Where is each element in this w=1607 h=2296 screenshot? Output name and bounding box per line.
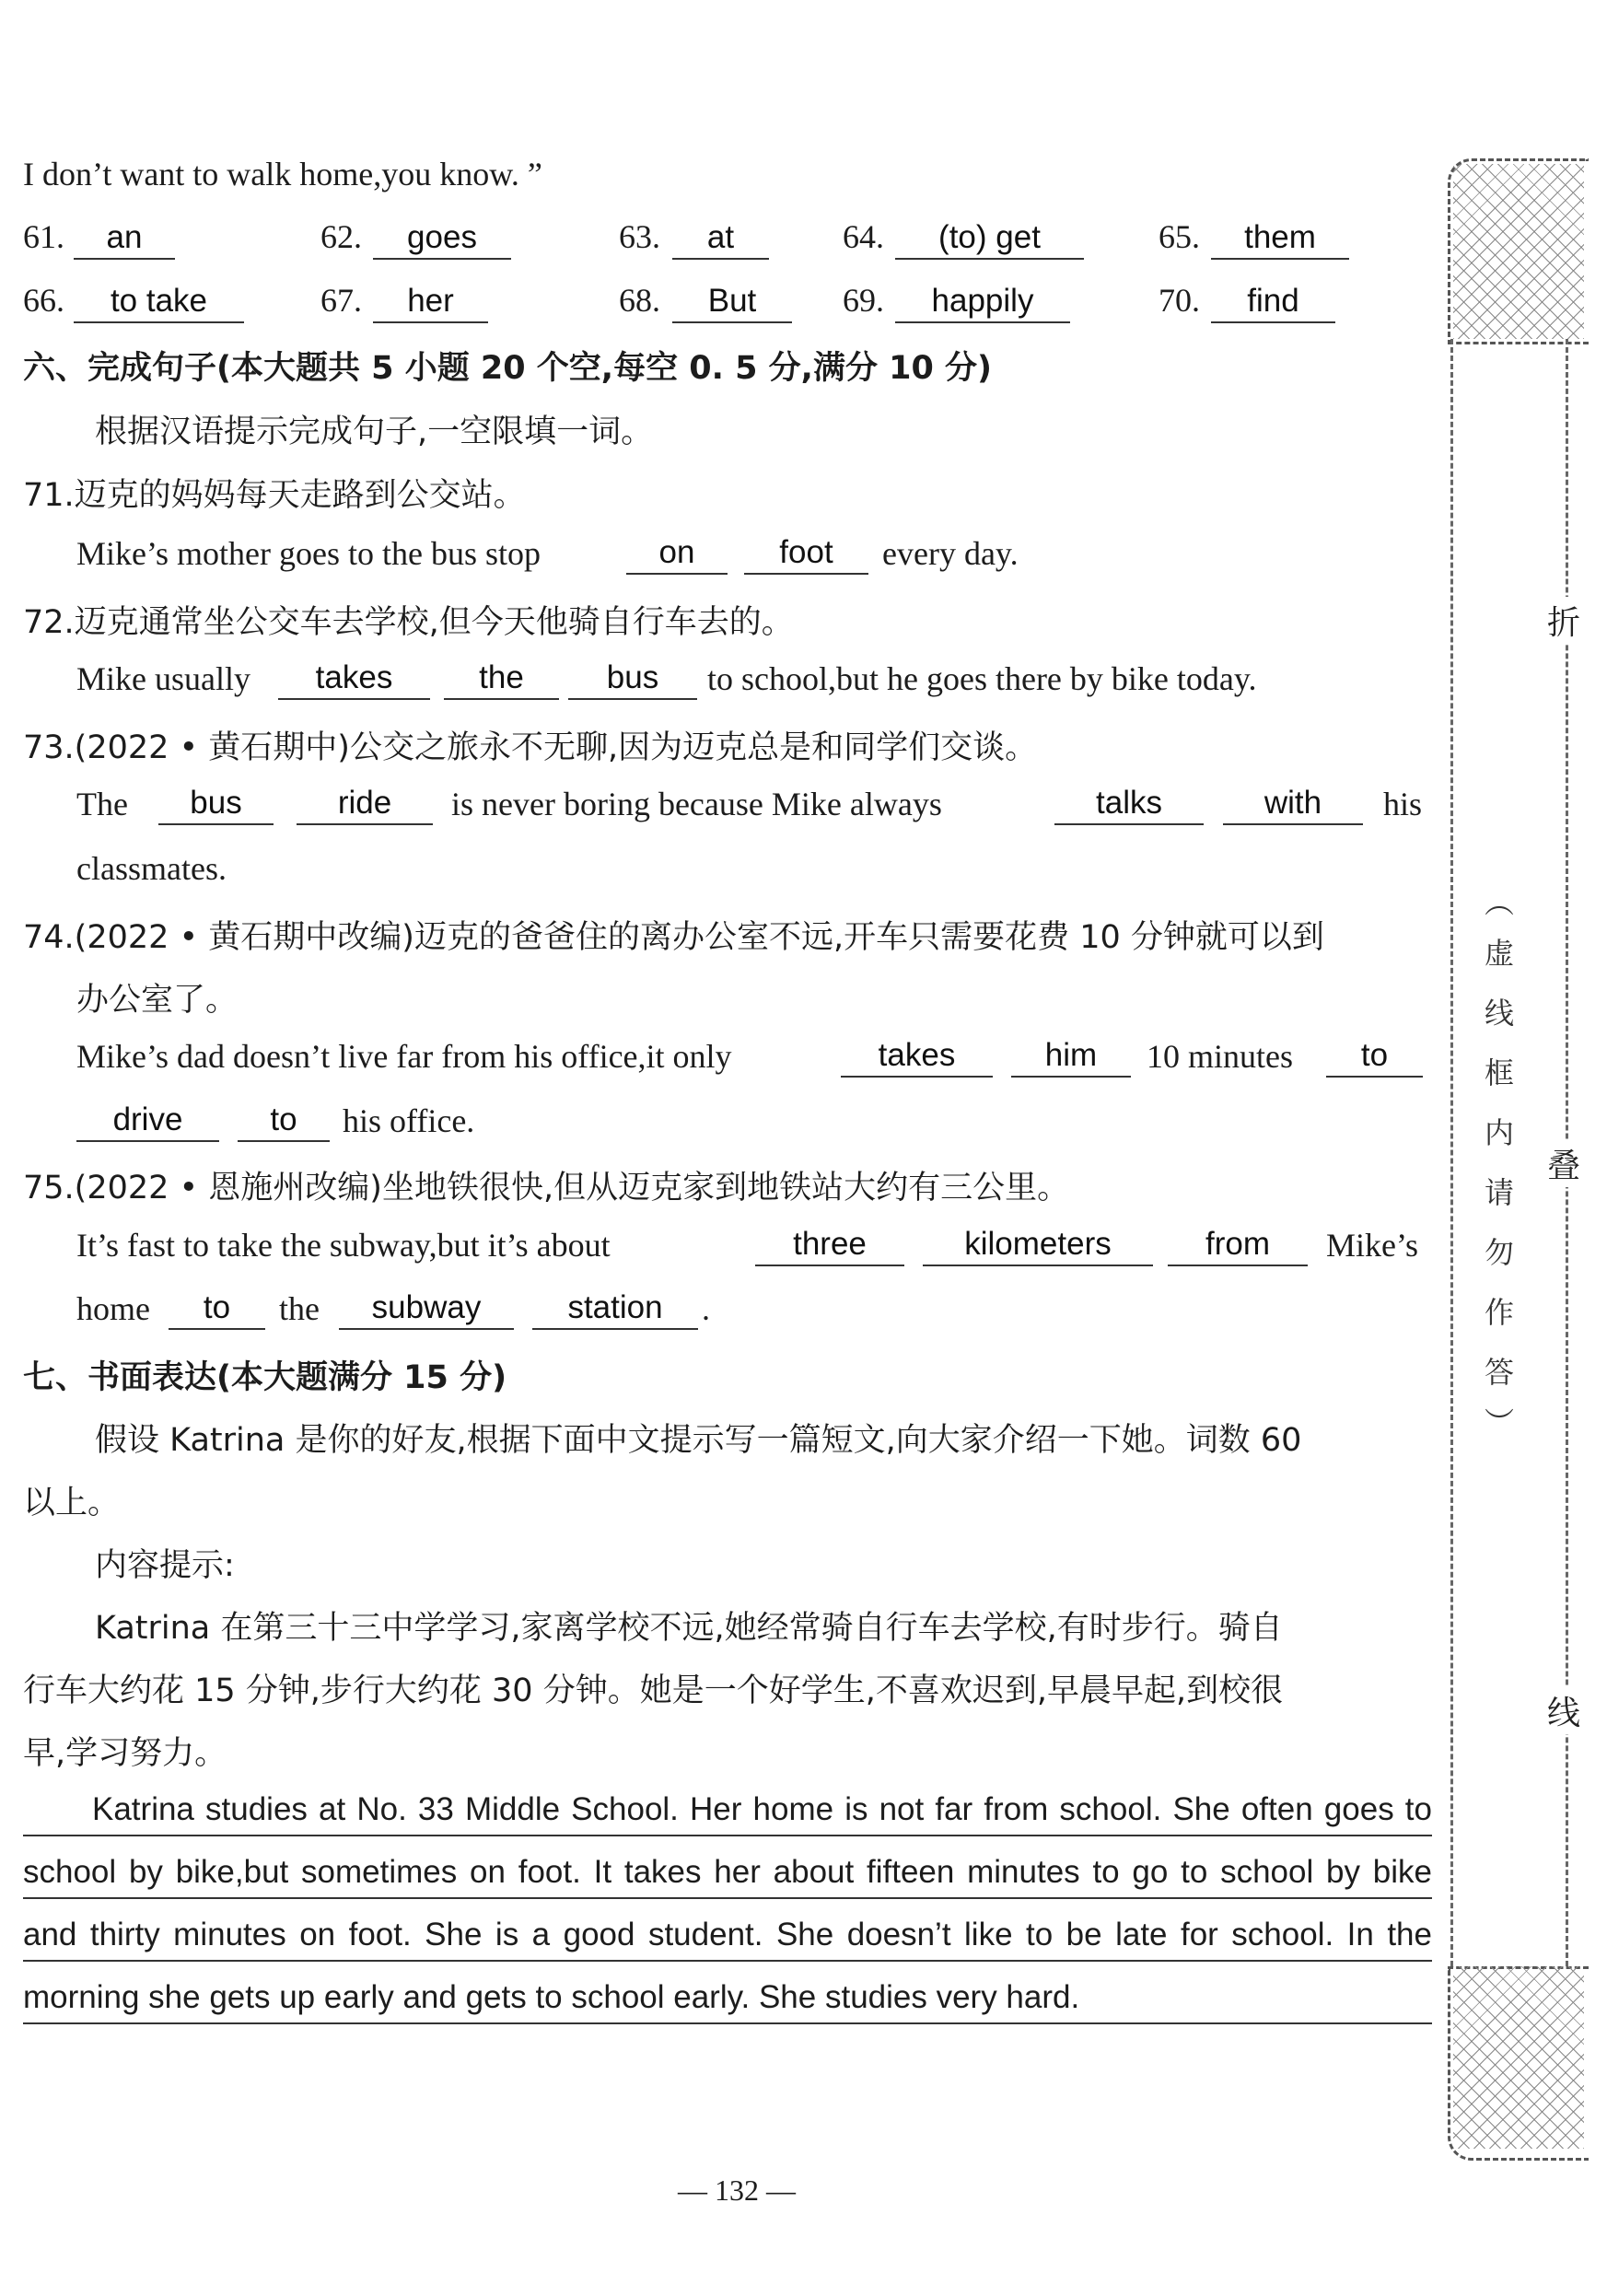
q74-text-end: his office. (343, 1102, 475, 1139)
fold-char-2: 叠 (1547, 1140, 1580, 1187)
q71-text-end: every day. (882, 535, 1019, 572)
q72-blank-1: takes (278, 658, 430, 700)
q73-chinese: 73.(2022 • 黄石期中)公交之旅永不无聊,因为迈克总是和同学们交谈。 (23, 729, 1038, 766)
question-number: 65. (1159, 218, 1200, 255)
q71-text: Mike’s mother goes to the bus stop (76, 535, 541, 572)
hint-line-2: 行车大约花 15 分钟,步行大约花 30 分钟。她是一个好学生,不喜欢迟到,早晨早起,到校很 (23, 1672, 1284, 1709)
q75-blank-2: kilometers (923, 1224, 1153, 1266)
section-6-instruction: 根据汉语提示完成句子,一空限填一词。 (95, 414, 654, 450)
answer-blank: her (373, 281, 488, 323)
q74-blank-2: him (1011, 1035, 1131, 1078)
q75-blank-3: from (1168, 1224, 1308, 1266)
question-number: 62. (320, 218, 362, 255)
q75-blank-6: station (532, 1288, 698, 1330)
answer-blank: (to) get (895, 217, 1084, 260)
q73-blank-4: with (1223, 783, 1363, 825)
q73-text-end: his (1383, 786, 1423, 822)
question-number: 64. (843, 218, 884, 255)
question-number: 63. (619, 218, 660, 255)
composition-line: and thirty minutes on foot. She is a good student. She doesn’t like to be late for school. In the (23, 1910, 1432, 1962)
q75-text-line2: home (76, 1290, 150, 1327)
section-6-heading: 六、完成句子(本大题共 5 小题 20 个空,每空 0. 5 分,满分 10 分) (23, 350, 993, 387)
composition-line: morning she gets up early and gets to school early. She studies very hard. (23, 1973, 1432, 2024)
question-number: 68. (619, 282, 660, 319)
margin-top-hatch (1453, 164, 1584, 339)
q72-chinese: 72.迈克通常坐公交车去学校,但今天他骑自行车去的。 (23, 604, 794, 641)
q72-blank-2: the (444, 658, 559, 700)
q72-blank-3: bus (568, 658, 697, 700)
q74-text-mid: 10 minutes (1147, 1038, 1293, 1075)
section-7-prompt: 假设 Katrina 是你的好友,根据下面中文提示写一篇短文,向大家介绍一下她。词数 60 (95, 1422, 1302, 1459)
q75-chinese: 75.(2022 • 恩施州改编)坐地铁很快,但从迈克家到地铁站大约有三公里。 (23, 1170, 1070, 1206)
q71-blank-1: on (626, 532, 728, 575)
q73-text: The (76, 786, 128, 822)
question-number: 61. (23, 218, 64, 255)
q73-blank-2: ride (297, 783, 433, 825)
answer-blank: goes (373, 217, 511, 260)
q74-blank-1: takes (841, 1035, 993, 1078)
q75-blank-4: to (169, 1288, 265, 1330)
answer-blank: at (672, 217, 769, 260)
question-number: 70. (1159, 282, 1200, 319)
hint-line-1: Katrina 在第三十三中学学习,家离学校不远,她经常骑自行车去学校,有时步行。骑自 (95, 1610, 1283, 1647)
q75-blank-5: subway (339, 1288, 514, 1330)
answer-blank: them (1211, 217, 1349, 260)
composition-line: school by bike,but sometimes on foot. It takes her about fifteen minutes to go to school by bike (23, 1847, 1432, 1899)
question-number: 66. (23, 282, 64, 319)
q75-text-line2-mid: the (279, 1290, 320, 1327)
box-left-line (1450, 339, 1453, 1966)
section-7-heading: 七、书面表达(本大题满分 15 分) (23, 1359, 507, 1396)
hint-line-3: 早,学习努力。 (23, 1735, 227, 1772)
q74-chinese-line2: 办公室了。 (76, 982, 239, 1019)
q73-text-line2: classmates. (76, 850, 227, 887)
q75-text: It’s fast to take the subway,but it’s about (76, 1227, 611, 1264)
q75-blank-1: three (755, 1224, 904, 1266)
margin-bottom-hatch (1453, 1966, 1584, 2149)
hint-label: 内容提示: (95, 1547, 235, 1584)
answer-blank: But (672, 281, 792, 323)
page-number: — 132 — (678, 2174, 796, 2207)
q71-chinese: 71.迈克的妈妈每天走路到公交站。 (23, 477, 526, 514)
fold-char-1: 折 (1547, 597, 1580, 644)
q74-blank-3: to (1326, 1035, 1423, 1078)
fold-char-3: 线 (1547, 1687, 1580, 1734)
continued-text: I don’t want to walk home,you know. ” (23, 156, 542, 192)
question-number: 67. (320, 282, 362, 319)
q74-blank-4: drive (76, 1100, 219, 1142)
q74-chinese: 74.(2022 • 黄石期中改编)迈克的爸爸住的离办公室不远,开车只需要花费 10 分钟就可以到 (23, 919, 1324, 956)
q73-blank-3: talks (1054, 783, 1204, 825)
q74-blank-5: to (238, 1100, 330, 1142)
q74-text: Mike’s dad doesn’t live far from his office,it only (76, 1038, 732, 1075)
answer-blank: to take (74, 281, 244, 323)
q75-text-line2-end: . (702, 1290, 710, 1327)
answer-blank: an (74, 217, 175, 260)
q71-blank-2: foot (744, 532, 868, 575)
q72-text-end: to school,but he goes there by bike today. (707, 660, 1257, 697)
section-7-prompt-line2: 以上。 (23, 1485, 121, 1521)
q72-text: Mike usually (76, 660, 250, 697)
answer-blank: happily (895, 281, 1070, 323)
q75-text-end: Mike’s (1326, 1227, 1419, 1264)
q73-blank-1: bus (158, 783, 274, 825)
question-number: 69. (843, 282, 884, 319)
answer-blank: find (1211, 281, 1335, 323)
composition-line: Katrina studies at No. 33 Middle School. Her home is not far from school. She often goes to (23, 1785, 1432, 1836)
q73-text-mid: is never boring because Mike always (451, 786, 942, 822)
